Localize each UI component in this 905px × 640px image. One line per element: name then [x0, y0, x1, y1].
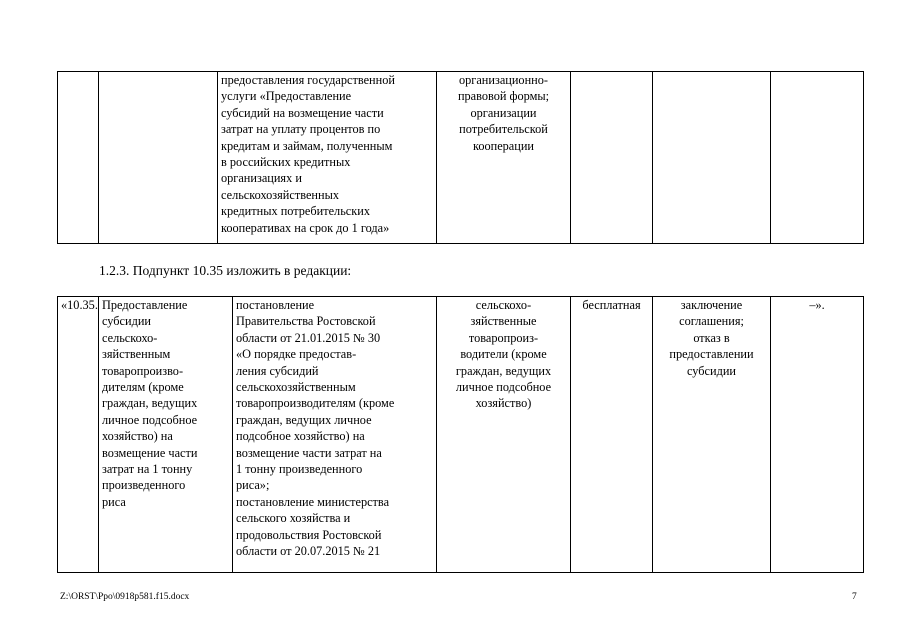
amendment-paragraph: 1.2.3. Подпункт 10.35 изложить в редакции: — [99, 263, 352, 278]
cell-extra — [771, 72, 864, 244]
cell-result: заключение соглашения; отказ в предоставлении субсидии — [653, 297, 771, 573]
cell-fee: бесплатная — [571, 297, 653, 573]
cell-fee — [571, 72, 653, 244]
footer-file-path: Z:\ORST\Ppo\0918p581.f15.docx — [60, 592, 190, 602]
cell-extra: –». — [771, 297, 864, 573]
page-number: 7 — [852, 592, 857, 602]
cell-legal-basis: предоставления государственной услуги «Предоставление субсидий на возмещение части затрат на уплату процентов по кредитам и займам, полученным в российских кредитных организациях и сельскохозяйственных кредитных потребительских кооперативах на срок до 1 года» — [218, 72, 437, 244]
cell-service-name: Предоставление субсидии сельскохо- зяйственным товаропроизво- дителям (кроме граждан, ведущих личное подсобное хозяйство) на возмещение части затрат на 1 тонну произведенного риса — [99, 297, 233, 573]
cell-legal-basis: постановление Правительства Ростовской области от 21.01.2015 № 30 «О порядке предостав- ления субсидий сельскохозяйственным товаропроизводителям (кроме граждан, ведущих личное подсобное хозяйство) на возмещение части затрат на 1 тонну произведенного риса»; постановление министерства сельского хозяйства и продовольствия Ростовской области от 20.07.2015 № 21 — [233, 297, 437, 573]
cell-recipients: организационно- правовой формы; организации потребительской кооперации — [437, 72, 571, 244]
cell-recipients: сельскохо- зяйственные товаропроиз- водители (кроме граждан, ведущих личное подсобное хозяйство) — [437, 297, 571, 573]
table-row — [58, 297, 864, 573]
cell-number: «10.35. — [58, 297, 99, 573]
table-row — [58, 72, 864, 244]
continued-table — [57, 71, 864, 244]
cell-number — [58, 72, 99, 244]
new-item-table — [57, 296, 864, 573]
cell-result — [653, 72, 771, 244]
cell-service-name — [99, 72, 218, 244]
